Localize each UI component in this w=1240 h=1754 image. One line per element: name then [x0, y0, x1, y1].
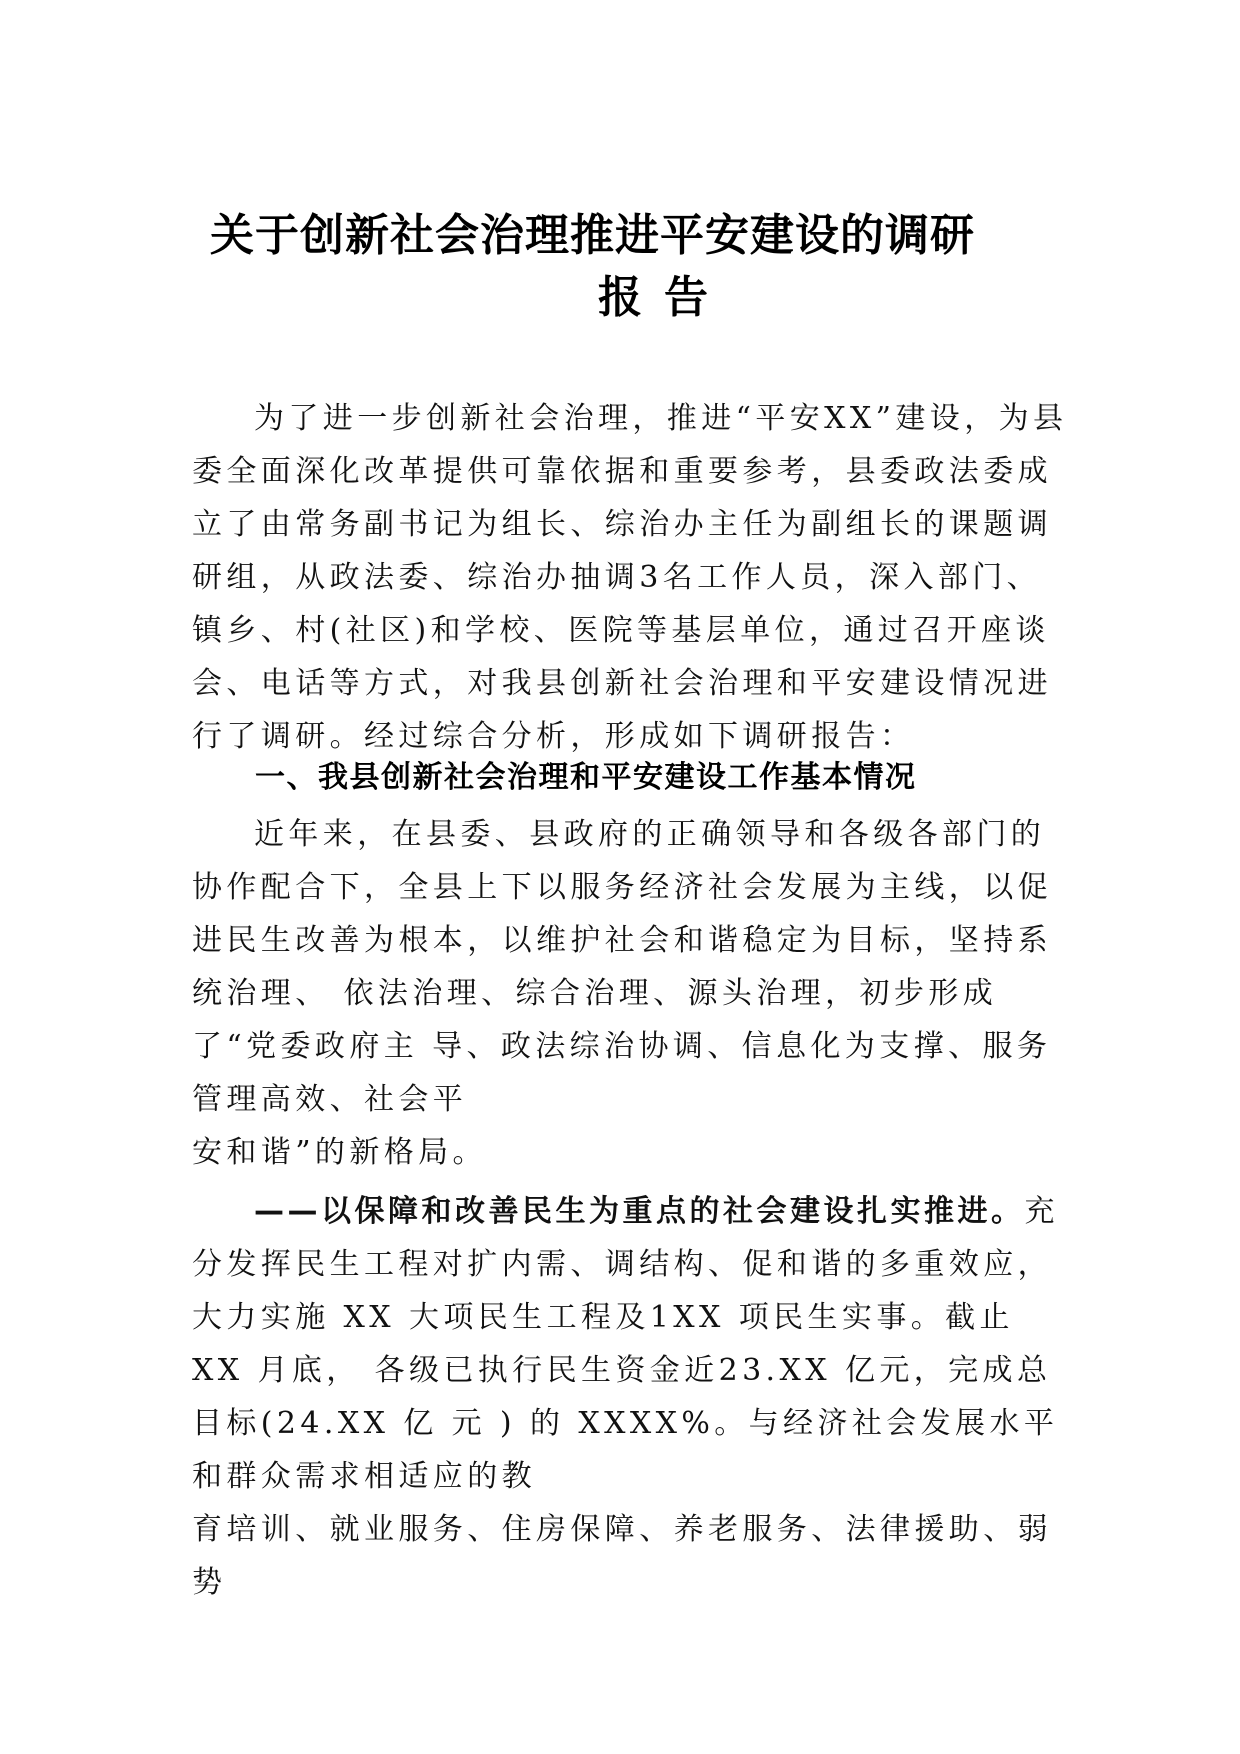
paragraph-3-text: 充分发挥民生工程对扩内需、调结构、促和谐的多重效应，大力实施 XX 大项民生工程及1XX 项民生实事。截止 XX 月底， 各级已执行民生资金近23.XX 亿元，完成总目标(24.XX 亿 元 ) 的 XXXX%。与经济社会发展水平和群众需求相适应的教 [192, 1194, 1059, 1494]
section-heading-1: 一、我县创新社会治理和平安建设工作基本情况 [255, 760, 917, 795]
title-line-2: 报告 [598, 272, 730, 323]
document-title [210, 205, 1040, 329]
paragraph-2-continuation: 安和谐”的新格局。 [192, 1135, 487, 1170]
title-line-1: 关于创新社会治理推进平安建设的调研 [210, 210, 975, 261]
paragraph-2-text: 近年来，在县委、县政府的正确领导和各级各部门的协作配合下，全县上下以服务经济社会发展为主线，以促进民生改善为根本，以维护社会和谐稳定为目标，坚持系统治理、 依法治理、综合治理、源头治理，初步形成了“党委政府主 导、政法综治协调、信息化为支撑、服务管理高效、社会平 [192, 817, 1052, 1117]
paragraph-3-lead: ——以保障和改善民生为重点的社会建设扎实推进。 [254, 1194, 1025, 1229]
basic-situation-paragraph [192, 808, 1072, 1179]
intro-paragraph: 为了进一步创新社会治理，推进“平安XX”建设，为县委全面深化改革提供可靠依据和重要参考，县委政法委成立了由常务副书记为组长、综治办主任为副组长的课题调研组，从政法委、综治办抽调3名工作人员，深入部门、镇乡、村(社区)和学校、医院等基层单位，通过召开座谈会、电话等方式，对我县创新社会治理和平安建设情况进行了调研。经过综合分析，形成如下调研报告： [192, 401, 1068, 754]
social-construction-paragraph [192, 1185, 1072, 1609]
paragraph-3-continuation: 育培训、就业服务、住房保障、养老服务、法律援助、弱势 [192, 1512, 1052, 1600]
